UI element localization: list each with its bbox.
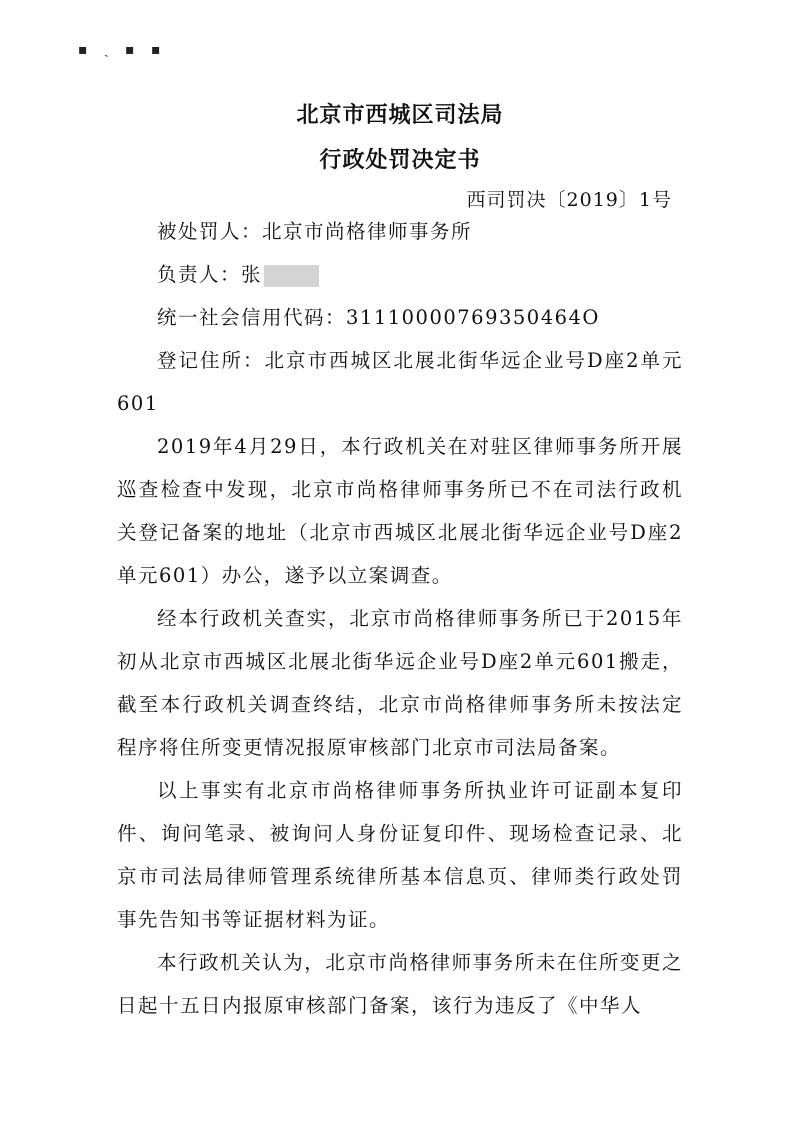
party-name-label: 被处罚人： — [157, 220, 263, 243]
scan-artifact-marks: ▪ ˎ ▪ ▪ — [78, 42, 167, 58]
party-name-value: 北京市尚格律师事务所 — [262, 220, 473, 243]
body-paragraph-1: 2019年4月29日，本行政机关在对驻区律师事务所开展巡查检查中发现，北京市尚格律师事务所已不在司法行政机关登记备案的地址（北京市西城区北展北街华远企业号D座2单元601）办公，遂予以立案调查。 — [117, 435, 683, 587]
leader-label: 负责人： — [157, 263, 242, 286]
body-paragraph-2: 经本行政机关查实，北京市尚格律师事务所已于2015年初从北京市西城区北展北街华远企业号D座2单元601搬走，截至本行政机关调查终结，北京市尚格律师事务所未按法定程序将住所变更情况报原审核部门北京市司法局备案。 — [117, 607, 683, 759]
leader-value: 张 — [241, 263, 263, 286]
body-paragraph-3: 以上事实有北京市尚格律师事务所执业许可证副本复印件、询问笔录、被询问人身份证复印件、现场检查记录、北京市司法局律师管理系统律所基本信息页、律师类行政处罚事先告知书等证据材料为证。 — [117, 779, 683, 931]
party-name-line — [117, 210, 683, 253]
leader-line — [117, 253, 683, 296]
document-number: 西司罚决〔2019〕1号 — [466, 189, 672, 211]
document-title-issuer: 北京市西城区司法局 — [296, 102, 504, 128]
address-line — [117, 339, 683, 425]
body-paragraph-4: 本行政机关认为，北京市尚格律师事务所未在住所变更之日起十五日内报原审核部门备案，该行为违反了《中华人 — [117, 951, 683, 1017]
redaction-block — [264, 265, 319, 287]
document-title-type: 行政处罚决定书 — [319, 147, 481, 173]
address-label: 登记住所： — [157, 349, 265, 372]
credit-code-value: 31110000769350464O — [346, 306, 600, 329]
address-value: 北京市西城区北展北街华远企业号D座2单元601 — [117, 349, 683, 415]
credit-code-label: 统一社会信用代码： — [157, 306, 347, 329]
credit-code-line — [117, 296, 683, 339]
document-body — [117, 210, 683, 1027]
